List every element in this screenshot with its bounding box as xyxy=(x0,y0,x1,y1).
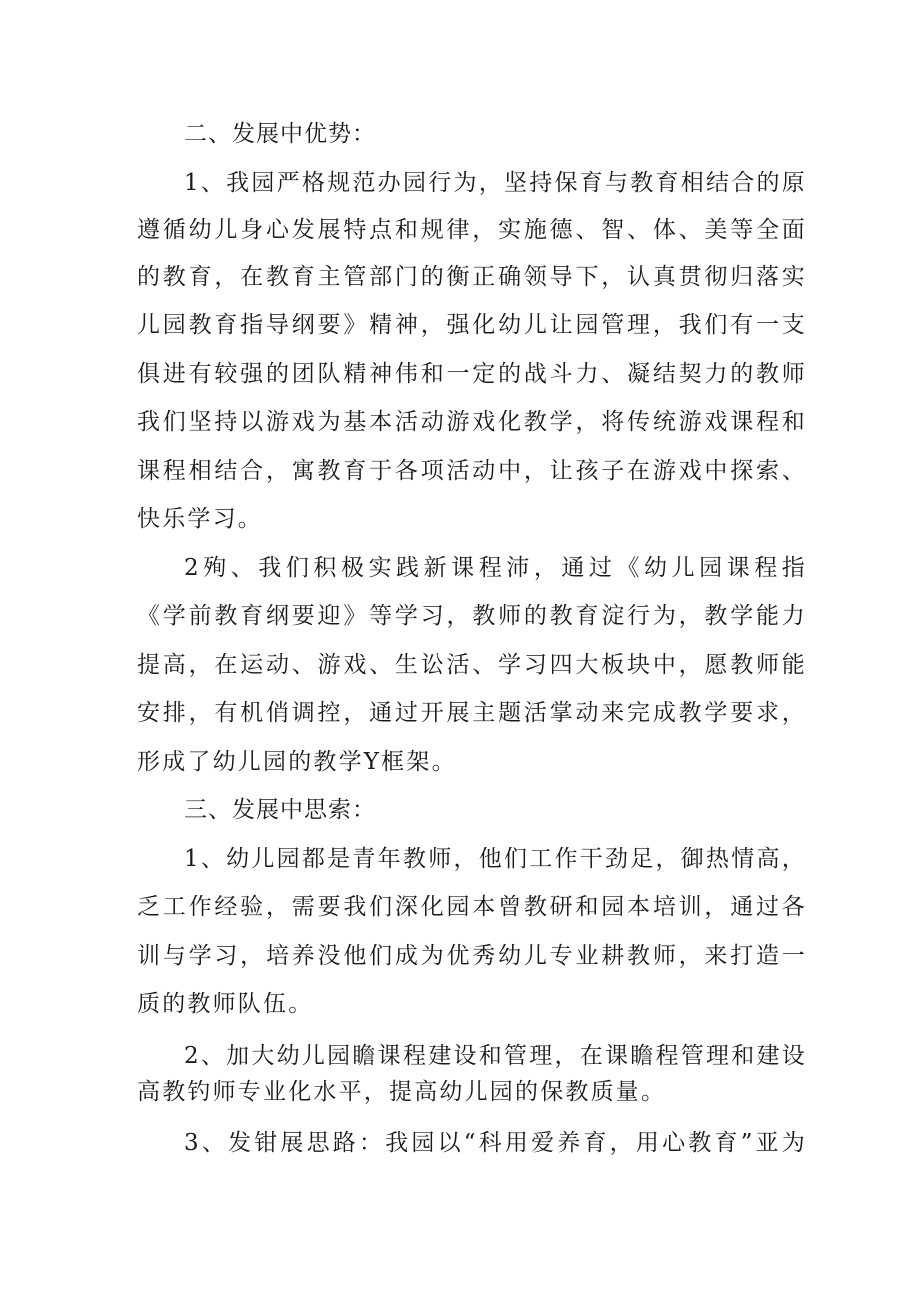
paragraph-line: 高教钓师专业化水平，提高幼儿园的保教质量。 xyxy=(137,1079,667,1105)
paragraph-line: 质的教师队伍。 xyxy=(137,991,314,1017)
paragraph-line: 《学前教育纲要迎》等学习，教师的教育淀行为，教学能力 xyxy=(137,603,807,629)
paragraph-line: 提高，在运动、游戏、生讼活、学习四大板块中，愿教师能 xyxy=(137,652,807,678)
paragraph-line: 的教育，在教育主管部门的衡正确领导下，认真贯彻归落实 xyxy=(137,264,807,290)
paragraph-line: 2殉、我们积极实践新课程沛，通过《幼儿园课程指 xyxy=(184,555,807,581)
paragraph-line: 安排，有机俏调控，通过开展主题活掌动来完成教学要求， xyxy=(137,700,807,726)
paragraph-line: 乏工作经验，需要我们深化园本曾教研和园本培训，通过各 xyxy=(137,894,807,920)
section-heading-advantages: 二、发展中优势： xyxy=(184,121,376,147)
paragraph-line: 形成了幼儿园的教学Y框架。 xyxy=(137,749,457,775)
paragraph-line: 1、我园严格规范办园行为，坚持保育与教育相结合的原 xyxy=(184,170,807,196)
paragraph-line: 儿园教育指导纲要》精神，强化幼儿让园管理，我们有一支 xyxy=(137,312,807,338)
section-heading-reflections: 三、发展中思索： xyxy=(184,797,376,823)
paragraph-line: 快乐学习。 xyxy=(137,506,263,532)
paragraph-line: 训与学习，培养没他们成为优秀幼儿专业耕教师，来打造一 xyxy=(137,943,807,969)
paragraph-line: 我们坚持以游戏为基本活动游戏化教学，将传统游戏课程和 xyxy=(137,409,807,435)
paragraph-line: 遵循幼儿身心发展特点和规律，实施德、智、体、美等全面 xyxy=(137,217,807,243)
paragraph-line: 3、发钳展思路：我园以“科用爱养育，用心教育”亚为 xyxy=(184,1130,807,1156)
paragraph-line: 课程相结合，寓教育于各项活动中，让孩子在游戏中探索、 xyxy=(137,458,807,484)
paragraph-line: 1、幼儿园都是青年教师，他们工作干劲足，御热情高， xyxy=(184,846,807,872)
paragraph-line: 2、加大幼儿园瞻课程建设和管理，在课瞻程管理和建设 xyxy=(184,1043,807,1069)
paragraph-line: 俱进有较强的团队精神伟和一定的战斗力、凝结契力的教师 xyxy=(137,361,807,387)
